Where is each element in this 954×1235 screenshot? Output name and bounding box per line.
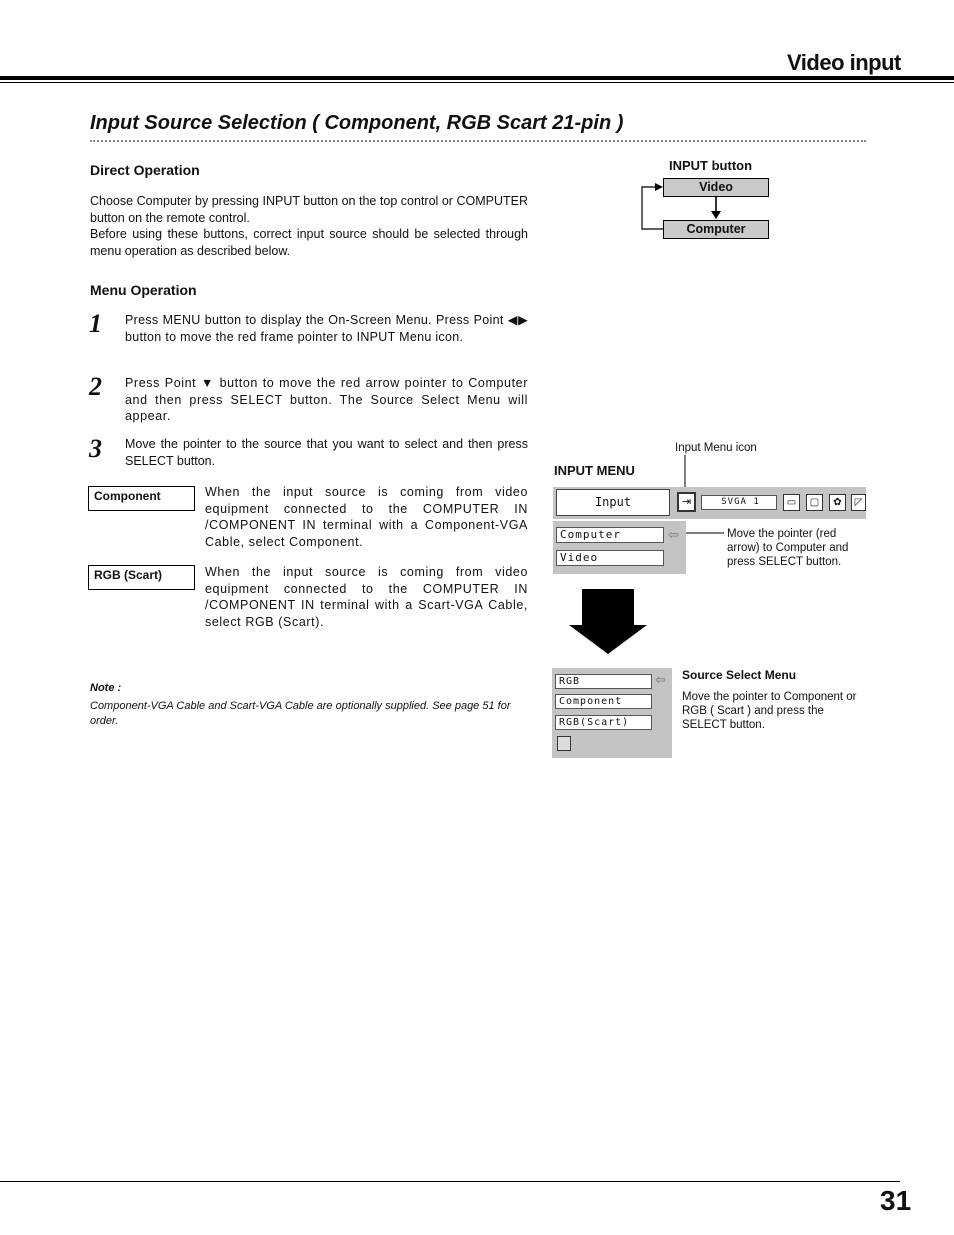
note-text: Component-VGA Cable and Scart-VGA Cable are optionally supplied. See page 51 for order. bbox=[90, 700, 511, 727]
page-number: 31 bbox=[880, 1185, 912, 1216]
direct-operation-text bbox=[90, 193, 528, 259]
step-1-text: Press MENU button to display the On-Screen Menu. Press Point ◀▶ button to move the red frame pointer to INPUT Menu icon. bbox=[125, 313, 528, 344]
menu-operation-title: Menu Operation bbox=[90, 282, 197, 298]
direct-operation-title: Direct Operation bbox=[90, 162, 200, 178]
source-item-component[interactable]: Component bbox=[555, 694, 652, 709]
screen-icon[interactable]: ▢ bbox=[806, 494, 823, 511]
rgb-scart-label-box: RGB (Scart) bbox=[88, 565, 195, 590]
menu-item-computer[interactable]: Computer bbox=[556, 527, 664, 543]
menu-title-box: Input bbox=[556, 489, 670, 516]
input-cycle-arrows bbox=[630, 178, 770, 238]
source-value-field: SVGA 1 bbox=[701, 495, 777, 510]
note-title: Note : bbox=[90, 682, 122, 694]
display-icon[interactable]: ▭ bbox=[783, 494, 800, 511]
footer-rule bbox=[0, 1181, 900, 1182]
component-description: When the input source is coming from video equipment connected to the COMPUTER IN /COMPONENT IN terminal with a Component-VGA Cable, select Component. bbox=[205, 485, 528, 549]
pointer-arrow-icon: ⇦ bbox=[668, 527, 679, 542]
input-button-title: INPUT button bbox=[669, 158, 753, 173]
rgb-scart-description: When the input source is coming from video equipment connected to the COMPUTER IN /COMPONENT IN terminal with a Scart-VGA Cable, select RGB (Scart). bbox=[205, 565, 528, 629]
computer-box: Computer bbox=[663, 220, 769, 239]
source-item-rgb[interactable]: RGB bbox=[555, 674, 652, 689]
source-item-rgb-scart[interactable]: RGB(Scart) bbox=[555, 715, 652, 730]
step-2-text: Press Point ▼ button to move the red arrow pointer to Computer and then press SELECT button. The Source Select Menu will appear. bbox=[125, 376, 528, 423]
menu-item-video[interactable]: Video bbox=[556, 550, 664, 566]
pointer-callout-text: Move the pointer (red arrow) to Computer and press SELECT button. bbox=[727, 528, 849, 568]
direct-operation-p2: Before using these buttons, correct input source should be selected through menu operation as described below. bbox=[90, 227, 528, 258]
step-3-text: Move the pointer to the source that you want to select and then press SELECT button. bbox=[125, 437, 528, 468]
source-select-text: Move the pointer to Component or RGB ( Scart ) and press the SELECT button. bbox=[682, 691, 857, 731]
input-menu-label: INPUT MENU bbox=[554, 463, 635, 478]
input-menu-icon-callout: Input Menu icon bbox=[675, 442, 757, 454]
input-menu-icon[interactable]: ⇥ bbox=[677, 492, 696, 512]
video-box: Video bbox=[663, 178, 769, 197]
step-3-number: 3 bbox=[89, 434, 102, 463]
source-pointer-arrow-icon: ⇦ bbox=[655, 672, 666, 687]
header-rule-thin bbox=[0, 82, 954, 83]
exit-icon[interactable]: ◸ bbox=[851, 494, 866, 511]
down-arrow-icon bbox=[568, 589, 648, 655]
settings-icon[interactable]: ✿ bbox=[829, 494, 846, 511]
dotted-divider bbox=[90, 140, 866, 142]
step-1-number: 1 bbox=[89, 309, 102, 338]
source-exit-icon[interactable] bbox=[557, 736, 571, 751]
section-title: Video input bbox=[787, 50, 901, 75]
source-select-title: Source Select Menu bbox=[682, 668, 797, 682]
direct-operation-p1: Choose Computer by pressing INPUT button on the top control or COMPUTER button on the remote control. bbox=[90, 194, 528, 225]
component-label-box: Component bbox=[88, 486, 195, 511]
page-heading: Input Source Selection ( Component, RGB Scart 21-pin ) bbox=[90, 112, 624, 134]
header-rule bbox=[0, 76, 954, 80]
step-2-number: 2 bbox=[89, 372, 102, 401]
pointer-callout-line bbox=[686, 530, 726, 536]
